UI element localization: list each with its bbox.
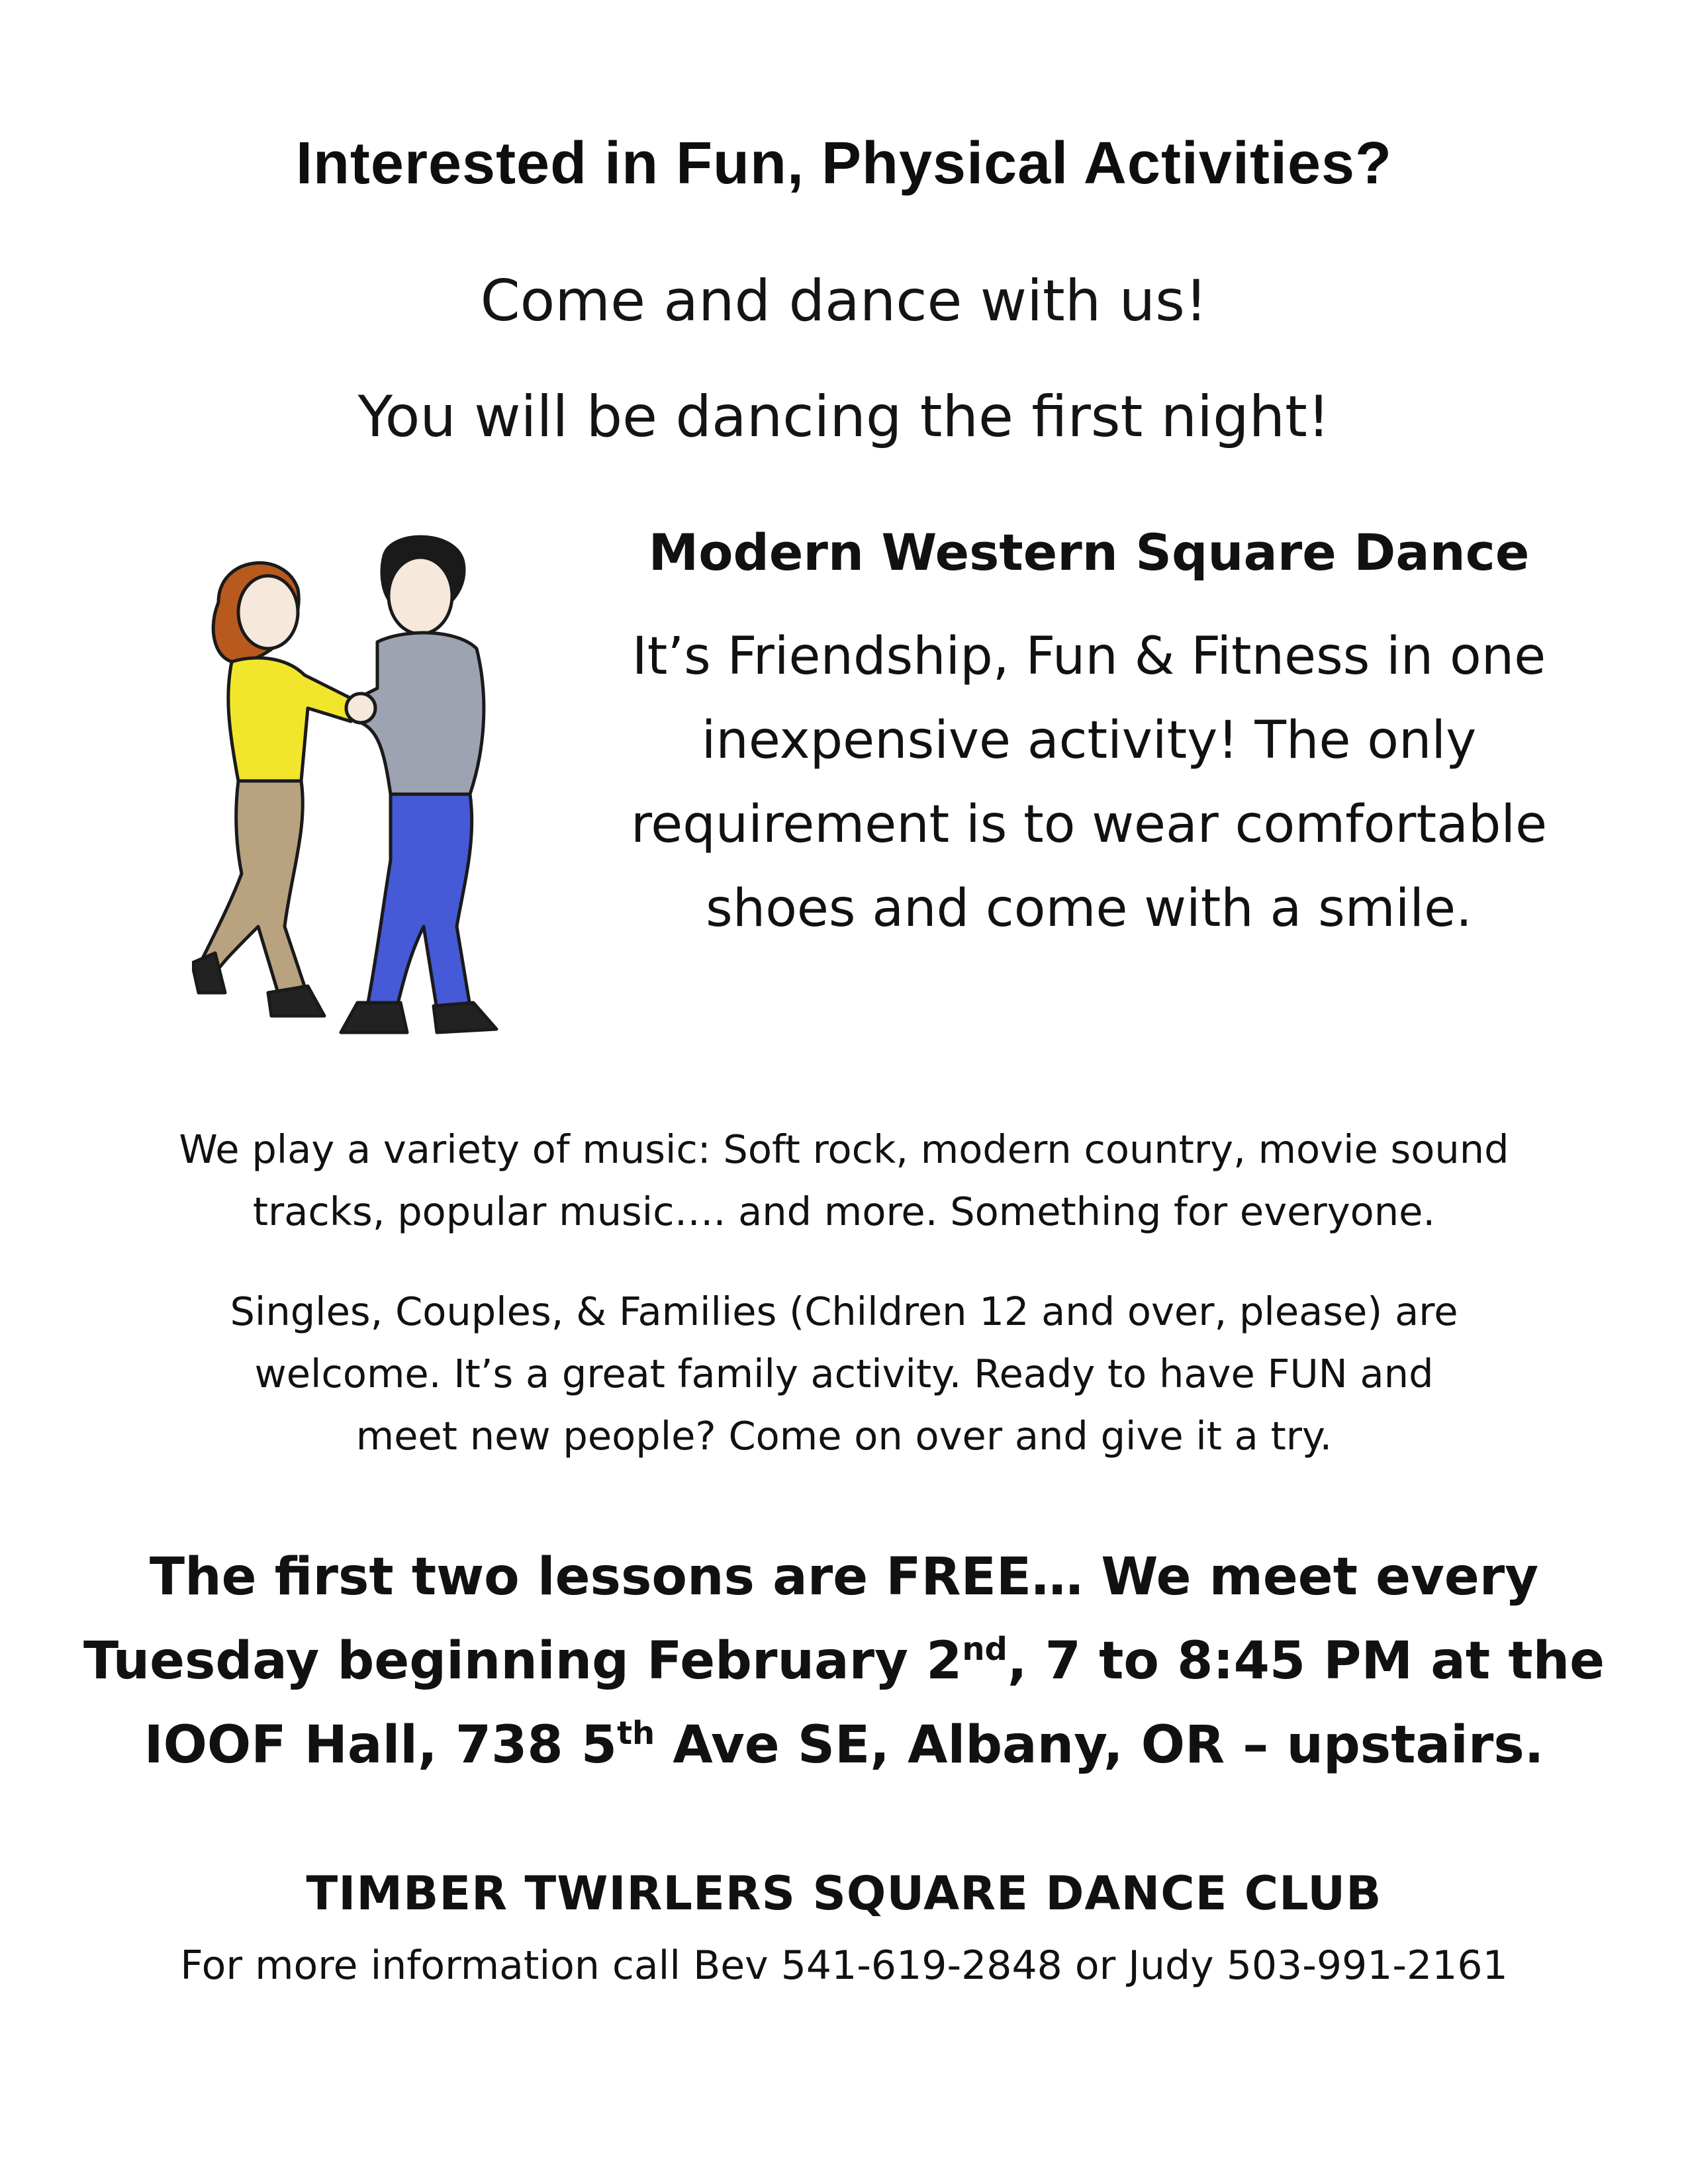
contact-info: For more information call Bev 541-619-2848 or Judy 503-991-2161 <box>180 1942 1508 1989</box>
welcome-line: welcome. It’s a great family activity. Ready to have FUN and <box>254 1351 1434 1396</box>
lessons-line: Tuesday beginning February 2nd, 7 to 8:45 PM at the <box>83 1631 1605 1691</box>
headline: Interested in Fun, Physical Activities? <box>295 130 1393 197</box>
welcome-line: meet new people? Come on over and give it a try. <box>355 1413 1333 1459</box>
joined-hands <box>346 694 375 723</box>
music-line: tracks, popular music…. and more. Something for everyone. <box>252 1189 1436 1234</box>
music-line: We play a variety of music: Soft rock, modern country, movie sound <box>179 1126 1509 1172</box>
lessons-line: IOOF Hall, 738 5th Ave SE, Albany, OR – upstairs. <box>144 1715 1544 1775</box>
woman-figure <box>192 563 357 1016</box>
dance-title: Modern Western Square Dance <box>648 523 1530 582</box>
club-name: TIMBER TWIRLERS SQUARE DANCE CLUB <box>306 1866 1382 1921</box>
welcome-line: Singles, Couples, & Families (Children 12 and over, please) are <box>230 1289 1458 1334</box>
lessons-line: The first two lessons are FREE… We meet every <box>149 1547 1539 1607</box>
lessons-announcement <box>79 1535 1609 1788</box>
tagline-come-dance: Come and dance with us! <box>480 268 1208 334</box>
man-figure <box>341 537 496 1032</box>
dance-info <box>609 523 1569 951</box>
tagline-first-night: You will be dancing the first night! <box>357 384 1331 450</box>
dance-pitch: It’s Friendship, Fun & Fitness in one inexpensive activity! The only requirement is to wear comfortable shoes and come with a smile. <box>630 627 1548 938</box>
music-paragraph <box>119 1118 1569 1243</box>
dancing-couple-icon <box>192 529 503 1052</box>
welcome-paragraph <box>119 1281 1569 1467</box>
